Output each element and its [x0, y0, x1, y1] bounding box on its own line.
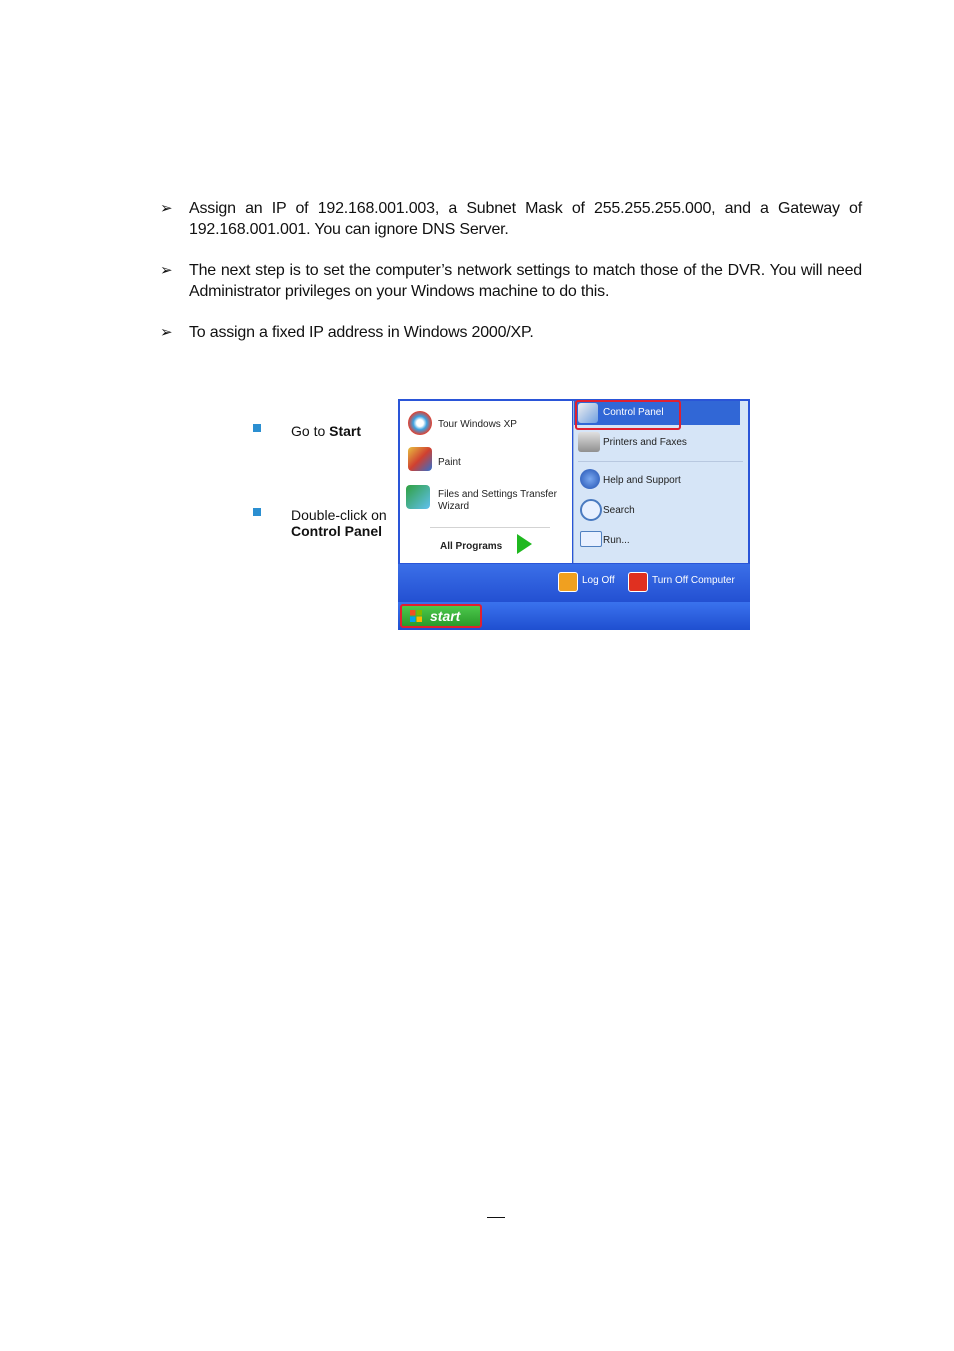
- start-label: start: [430, 608, 461, 624]
- log-off-icon: [558, 572, 578, 592]
- figure-instructions: [243, 392, 398, 632]
- menu-item-paint[interactable]: Paint: [438, 457, 461, 468]
- arrow-bullet-icon: ➢: [160, 262, 173, 279]
- menu-item-control-panel[interactable]: Control Panel: [603, 407, 664, 418]
- search-icon: [580, 499, 602, 521]
- instruction-step-1: Go to Start: [291, 423, 362, 439]
- windows-flag-icon: [410, 610, 422, 622]
- all-programs-arrow-icon: [517, 534, 532, 554]
- log-off-button[interactable]: Log Off: [582, 575, 615, 586]
- turn-off-button[interactable]: Turn Off Computer: [652, 575, 735, 586]
- menu-item-run[interactable]: Run...: [603, 535, 630, 546]
- square-bullet-icon: [253, 424, 261, 432]
- menu-item-search[interactable]: Search: [603, 505, 635, 516]
- start-menu-left-pane: [400, 401, 572, 563]
- instruction-list: [160, 198, 862, 363]
- start-menu: [398, 399, 750, 630]
- arrow-bullet-icon: ➢: [160, 324, 173, 341]
- menu-item-printers-faxes[interactable]: Printers and Faxes: [603, 437, 687, 448]
- paint-icon: [408, 447, 432, 471]
- menu-separator: [430, 527, 550, 528]
- power-icon: [628, 572, 648, 592]
- control-panel-callout: [575, 400, 681, 430]
- menu-item-help-support[interactable]: Help and Support: [603, 475, 681, 486]
- menu-item-transfer-wizard[interactable]: Files and Settings Transfer Wizard: [438, 489, 557, 512]
- list-item: ➢ To assign a fixed IP address in Windows 2000/XP.: [160, 324, 534, 341]
- menu-separator: [578, 461, 743, 462]
- square-bullet-icon: [253, 508, 261, 516]
- menu-item-tour-windows[interactable]: Tour Windows XP: [438, 419, 517, 430]
- help-icon: [580, 469, 600, 489]
- arrow-bullet-icon: ➢: [160, 200, 173, 217]
- transfer-wizard-icon: [406, 485, 430, 509]
- start-button[interactable]: [400, 604, 482, 628]
- page-number: [487, 1203, 505, 1218]
- all-programs-button[interactable]: All Programs: [440, 541, 503, 552]
- instruction-step-2: Double-click on Control Panel: [291, 507, 387, 539]
- start-menu-figure: [243, 392, 751, 632]
- run-icon: [580, 531, 602, 547]
- printer-icon: [578, 432, 600, 452]
- list-item: ➢ The next step is to set the computer’s network settings to match those of the DVR. You will need Administrator privileges on your Windows machine to do this.: [160, 262, 862, 300]
- list-item: ➢ Assign an IP of 192.168.001.003, a Subnet Mask of 255.255.255.000, and a Gateway of 192.168.001.001. You can ignore DNS Server.: [160, 200, 862, 238]
- tour-windows-icon: [408, 411, 432, 435]
